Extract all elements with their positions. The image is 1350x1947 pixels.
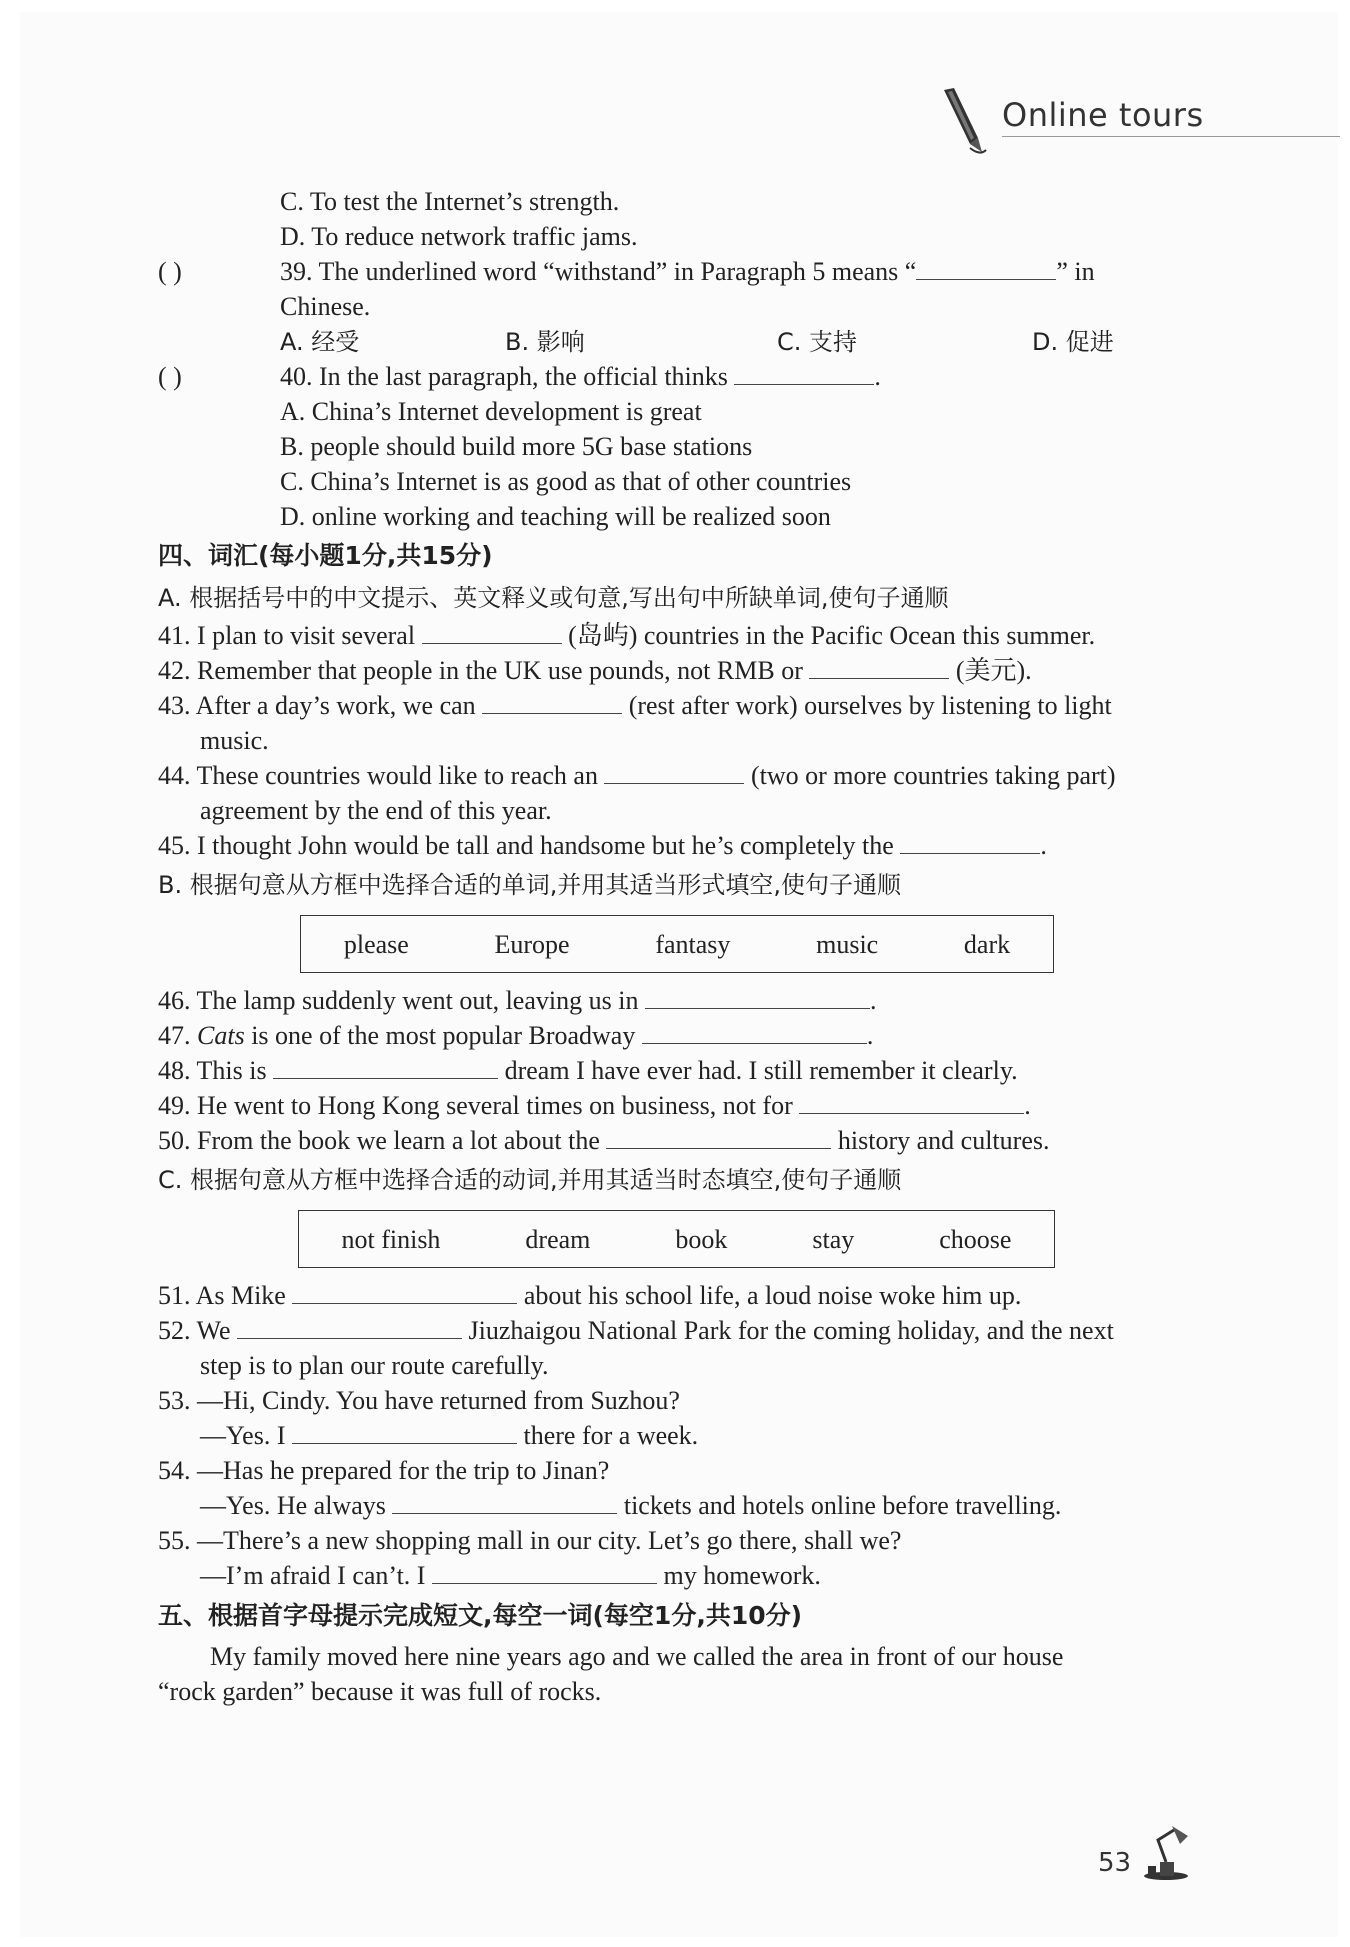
- q39-options: [158, 324, 1188, 359]
- q52-cont: step is to plan our route carefully.: [200, 1351, 549, 1380]
- q50-text-after: history and cultures.: [837, 1126, 1050, 1155]
- answer-blank[interactable]: [237, 1316, 462, 1339]
- answer-blank[interactable]: [422, 621, 562, 644]
- q54-text-before: —Yes. He always: [200, 1491, 386, 1520]
- answer-blank[interactable]: [292, 1421, 517, 1444]
- q43-text-before: 43. After a day’s work, we can: [158, 691, 476, 720]
- q55-line1: 55. —There’s a new shopping mall in our city. Let’s go there, shall we?: [158, 1526, 902, 1555]
- word-box-item: not finish: [341, 1224, 441, 1254]
- word-box-b: [300, 915, 1054, 973]
- answer-blank[interactable]: [432, 1561, 657, 1584]
- q49-text-before: 49. He went to Hong Kong several times on business, not for: [158, 1091, 793, 1120]
- answer-blank[interactable]: [273, 1056, 498, 1079]
- desk-lamp-icon: [1136, 1822, 1196, 1882]
- header-rule: [1002, 136, 1340, 137]
- q40-option-d: D. online working and teaching will be realized soon: [280, 502, 831, 531]
- q55-text-before: —I’m afraid I can’t. I: [200, 1561, 426, 1590]
- pen-icon: [940, 86, 988, 158]
- q54-text-after: tickets and hotels online before travelling.: [623, 1491, 1062, 1520]
- q51-text-before: 51. As Mike: [158, 1281, 286, 1310]
- q39-stem-cont: Chinese.: [280, 292, 371, 321]
- q47-text-after: .: [866, 1021, 874, 1050]
- q38-option-d: D. To reduce network traffic jams.: [280, 222, 638, 251]
- q48-text-before: 48. This is: [158, 1056, 267, 1085]
- answer-blank[interactable]: [392, 1491, 617, 1514]
- q41: [158, 618, 1188, 653]
- q54-line1: 54. —Has he prepared for the trip to Jinan?: [158, 1456, 610, 1485]
- q44-text-before: 44. These countries would like to reach an: [158, 761, 598, 790]
- q41-text-after: (岛屿) countries in the Pacific Ocean this summer.: [568, 621, 1096, 650]
- q40-text-after: .: [874, 362, 881, 391]
- word-box-item: Europe: [494, 929, 570, 959]
- q45: [158, 828, 1188, 863]
- q40-stem: [158, 359, 1188, 394]
- q40-text-before: 40. In the last paragraph, the official thinks: [280, 362, 728, 391]
- q39-option-a: A. 经受: [280, 328, 360, 356]
- word-box-item: stay: [812, 1224, 855, 1254]
- q50: [158, 1123, 1188, 1158]
- q53-text-before: —Yes. I: [200, 1421, 286, 1450]
- q39-stem: [158, 254, 1188, 289]
- answer-blank[interactable]: [799, 1091, 1024, 1114]
- answer-blank[interactable]: [645, 986, 870, 1009]
- q47-number: 47.: [158, 1021, 191, 1050]
- q52-text-before: 52. We: [158, 1316, 231, 1345]
- q46: [158, 983, 1188, 1018]
- q49-text-after: .: [1024, 1091, 1031, 1120]
- q52: [158, 1313, 1188, 1348]
- q44-text-after: (two or more countries taking part): [750, 761, 1116, 790]
- q43-text-after: (rest after work) ourselves by listening to light: [628, 691, 1112, 720]
- q47-text-before: is one of the most popular Broadway: [251, 1021, 636, 1050]
- answer-blank[interactable]: [809, 656, 949, 679]
- q45-text-before: 45. I thought John would be tall and handsome but he’s completely the: [158, 831, 894, 860]
- section4-heading: 四、词汇(每小题1分,共15分): [158, 541, 493, 570]
- word-box-item: choose: [939, 1224, 1012, 1254]
- q46-text-after: .: [869, 986, 877, 1015]
- word-box-item: music: [816, 929, 879, 959]
- answer-blank[interactable]: [292, 1281, 517, 1304]
- page-number: 53: [1098, 1848, 1132, 1878]
- section5-heading: 五、根据首字母提示完成短文,每空一词(每空1分,共10分): [158, 1601, 803, 1630]
- q55-text-after: my homework.: [663, 1561, 821, 1590]
- q48-text-after: dream I have ever had. I still remember it clearly.: [504, 1056, 1018, 1085]
- q49: [158, 1088, 1188, 1123]
- answer-paren[interactable]: ( ): [158, 257, 182, 286]
- q42-text-before: 42. Remember that people in the UK use pounds, not RMB or: [158, 656, 803, 685]
- word-box-item: fantasy: [655, 929, 731, 959]
- word-box-item: dark: [963, 929, 1011, 959]
- q42: [158, 653, 1188, 688]
- answer-blank[interactable]: [642, 1021, 867, 1044]
- q38-option-c: C. To test the Internet’s strength.: [280, 187, 620, 216]
- q44-cont: agreement by the end of this year.: [200, 796, 552, 825]
- answer-blank[interactable]: [900, 831, 1040, 854]
- q50-text-before: 50. From the book we learn a lot about the: [158, 1126, 600, 1155]
- worksheet-content: [158, 184, 1188, 1709]
- page-header: [940, 78, 1340, 158]
- answer-blank[interactable]: [604, 761, 744, 784]
- q43: [158, 688, 1188, 723]
- answer-blank[interactable]: [734, 362, 874, 385]
- q45-text-after: .: [1040, 831, 1047, 860]
- word-box-item: book: [675, 1224, 728, 1254]
- q43-cont: music.: [200, 726, 269, 755]
- q40-option-b: B. people should build more 5G base stations: [280, 432, 753, 461]
- q51: [158, 1278, 1188, 1313]
- q39-option-c: C. 支持: [777, 328, 858, 356]
- header-title: Online tours: [1002, 96, 1204, 134]
- q39-text-before: 39. The underlined word “withstand” in Paragraph 5 means “: [280, 257, 917, 286]
- q41-text-before: 41. I plan to visit several: [158, 621, 416, 650]
- q53-line1: 53. —Hi, Cindy. You have returned from Suzhou?: [158, 1386, 680, 1415]
- q47: [158, 1018, 1188, 1053]
- q51-text-after: about his school life, a loud noise woke him up.: [523, 1281, 1022, 1310]
- section4-partA-instruction: A. 根据括号中的中文提示、英文释义或句意,写出句中所缺单词,使句子通顺: [158, 584, 949, 612]
- word-box-item: please: [343, 929, 409, 959]
- q39-option-d: D. 促进: [1032, 328, 1114, 356]
- section5-para-line1: My family moved here nine years ago and we called the area in front of our house: [210, 1642, 1064, 1671]
- answer-blank[interactable]: [916, 257, 1056, 280]
- answer-blank[interactable]: [606, 1126, 831, 1149]
- q53-line2: [158, 1418, 1188, 1453]
- q40-option-c: C. China’s Internet is as good as that of other countries: [280, 467, 852, 496]
- section4-partB-instruction: B. 根据句意从方框中选择合适的单词,并用其适当形式填空,使句子通顺: [158, 871, 901, 899]
- q39-text-after: ” in: [1056, 257, 1095, 286]
- section5-para-line2: “rock garden” because it was full of rocks.: [158, 1677, 602, 1706]
- q42-text-after: (美元).: [955, 656, 1032, 685]
- answer-blank[interactable]: [482, 691, 622, 714]
- answer-paren[interactable]: ( ): [158, 362, 182, 391]
- section4-partC-instruction: C. 根据句意从方框中选择合适的动词,并用其适当时态填空,使句子通顺: [158, 1166, 902, 1194]
- word-box-item: dream: [525, 1224, 591, 1254]
- q46-text-before: 46. The lamp suddenly went out, leaving us in: [158, 986, 639, 1015]
- q52-text-after: Jiuzhaigou National Park for the coming holiday, and the next: [468, 1316, 1114, 1345]
- q54-line2: [158, 1488, 1188, 1523]
- q53-text-after: there for a week.: [523, 1421, 699, 1450]
- q40-option-a: A. China’s Internet development is great: [280, 397, 702, 426]
- q55-line2: [158, 1558, 1188, 1593]
- word-box-c: [298, 1210, 1055, 1268]
- q48: [158, 1053, 1188, 1088]
- q39-option-b: B. 影响: [505, 328, 585, 356]
- q44: [158, 758, 1188, 793]
- q47-title: Cats: [197, 1021, 245, 1050]
